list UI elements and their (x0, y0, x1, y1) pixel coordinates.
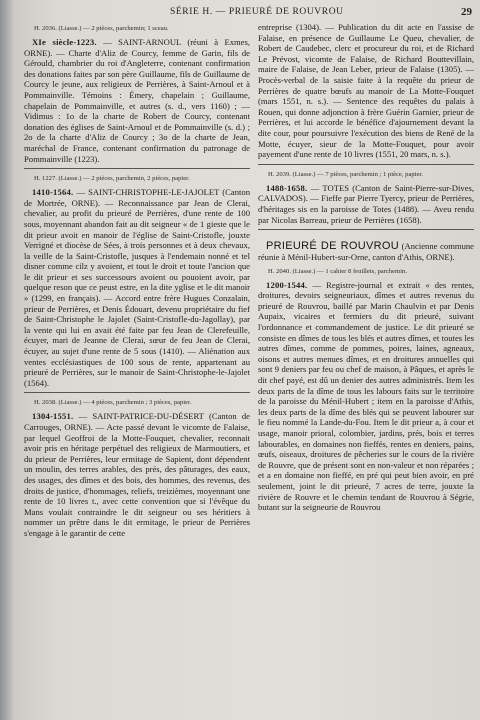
entry-rouvrou-register (258, 280, 474, 513)
archive-reference: H. 2038. (Liasse.) — 4 pièces, parchemin ; 3 pièces, papier. (34, 399, 192, 407)
entry-date: 1410-1564. (32, 187, 74, 198)
running-title: SÉRIE H. — PRIEURÉ DE ROUVROU (170, 7, 344, 17)
seigneurie-heading (258, 240, 474, 263)
entry-saint-patrice (24, 411, 250, 538)
entry-text: — TOTES (Canton de Saint-Pierre-sur-Dives, CALVADOS). — Fieffe par Pierre Tyercy, prieur de Perrières, d'héritages sis en la paroisse de Totes (1488). — Aveu rendu par Nicolas Barreau, prieur de Perrières (1658). (258, 182, 474, 225)
page-number: 29 (461, 6, 472, 18)
separator-rule (258, 164, 474, 165)
entry-text: — SAINT-ARNOUL (réuni à Exmes, ORNE). — Charte d'Aliz de Courcy, femme de Garin, fils de Gérould, chambrier du roi d'Angleterre, contenant confirmation des donations faites par son père Guillaume, fils de Guillaume de Courcy le jeune, aux religieux de Perrières, à Saint-Arnoul et à Pommainville. Témoins : Émery, chapelain ; Guillaume, chapelain de Pommainville, et autres (s. d., vers 1160) ; — Vidimus : 1o de la charte de Robert de Courcy, contenant donation des églises de Saint-Arnoul et de Pommainville (s. d.) ; 2o de la charte d'Aliz de Courcy ; 3o de la charte de Jean, maréchal de France, contenant confirmation du patronage de Pommainville (1223). (24, 37, 250, 164)
archive-reference: H. 2039. (Liasse.) — 7 pièces, parchemin ; 1 pièce, papier. (268, 170, 423, 178)
entry-date: XIe siècle-1223. (32, 37, 97, 47)
archive-reference: H. 2040. (Liasse.) — 1 cahier 8 feuillets, parchemin. (268, 267, 407, 275)
entry-continuation: entreprise (1304). — Publication du dit acte en l'assise de Falaise, en présence de Guillaume Le Queu, chevalier, de Robert de Caudebec, clerc et procureur du roi, et de Richard Le Prévost, vicomte de Falaise, de Richard Bouttevillain, maire de Falaise, de Jean Leber, prieur de Falaise (1305). — Procès-verbal de la saisie faite à la requête du prieur de Perrières de quatre bœufs au manoir de La Motte-Fouquet (mars 1551, n. s.). — Sentence des requêtes du palais à Rouen, qui donne adjonction à frère Guérin Garnier, prieur de Perrières, et lui accorde le bénéfice d'ajournement devant la dite cour, pour poursuivre l'exécution des biens de René de la Motte, écuyer, sieur de la Motte-Fouquet, pour avoir payement d'une rente de 10 livres (1551, 20 mars, n. s.). (258, 22, 474, 160)
right-column (258, 22, 474, 517)
page-gutter-shadow (0, 0, 14, 720)
entry-totes (258, 183, 474, 225)
entry-text: — SAINT-PATRICE-DU-DÉSERT (Canton de Carrouges, ORNE). — Acte passé devant le vicomte de Falaise, par lequel Geoffroi de la Motte-Fouquet, chevalier, reconnait avoir pris en héritage perpétuel des religieux de Marmoutiers, et du prieur de Perrières, leur ermitage de Sapient, dont dépendent un moulin, des terres arables, des prés, des pâturages, des eaux, des usages, des dîmes et des bois, des hommes, des revenus, des droits de justice, d'hommages, reliefs, treizièmes, moyennant une rente de 10 livres t., avec cette convention que si l'évêque du Mans voulait contraindre le dit seigneur ou ses héritiers à nommer un prêtre dans le dit ermitage, le prieur de Perrières s'engage à le garantir de cette (24, 411, 250, 538)
archive-reference: H. 2036. (Liasse.) — 2 pièces, parchemin; 1 sceau. (34, 25, 169, 32)
section-subtitle: (Ancienne commune réunie à Ménil-Hubert-sur-Orne, canton d'Athis, ORNE). (258, 241, 474, 263)
entry-text: — SAINT-CHRISTOPHE-LE-JAJOLET (Canton de Mortrée, ORNE). — Reconnaissance par Jean de Clerai, chevalier, au profit du prieuré de Perrières, d'une rente de 100 sous, moyennant abandon fait au dit seigneur « de 1 gieste que le dit prieur avoit en manoir de l'église de Saint-Cristofle, jouxte Verrigné et diocèse de Sées, à trois personnes et à deux chevaux, la veille de la Saint-Cristofle, jusques à l'endemain nonné et tel disner comme cilz y avoient, et tout le droit et toute l'ancion que le dit prieur et ses successours avoient ou pouoient avoir, par quelque reson que ce peust estre, en la dite yglise et le dit manoir » (1299, en français). — Accord entre frère Hugues Conzalain, prieur de Perrières, et Denis Édouart, devenu propriétaire du fief de Saint-Christophe le Jajolet (Saint-Cristofle-du-Jagollay), par la vente qui lui en avait été faite par feu Jean de Clerefeuille, écuyer, mari de Jeanne de Clerai, sœur de feu Jean de Clerai, écuyer, au sujet d'une rente de 5 sous (1410). — Aliénation aux ventes ecclésiastiques de 100 sous de rente, appartenant au prieuré de Perrières, sur le manoir de Saint-Christophe-le-Jajolet (1564). (24, 187, 250, 388)
entry-date: 1488-1658. (266, 182, 308, 193)
left-column (24, 22, 250, 543)
archive-reference: H. 1227. (Liasse.) — 2 pièces, parchemin, 2 pièces, papier. (34, 175, 190, 183)
entry-date: 1304-1551. (32, 411, 74, 422)
entry-date: 1200-1544. (266, 279, 308, 290)
separator-rule (24, 168, 250, 169)
section-title: PRIEURÉ DE ROUVROU (266, 240, 399, 253)
entry-saint-arnoul (24, 37, 250, 164)
entry-saint-christophe (24, 187, 250, 388)
separator-rule (258, 229, 474, 230)
separator-rule (24, 392, 250, 393)
entry-text: — Registre-journal et extrait « des rentes, droitures, devoirs seigneuriaux, dîmes et autres revenus du prieuré de Rouvrou, baillé par Marin Chaulvin et par Denis Aupaix, vicaires et fermiers du dit prieuré, suivant l'ordonnance et commandement de justice. Le dit prieuré se consiste en dîmes de tous les blés et autres dîmes, et toutes les autres dîmes, comme de pommes, poires, laines, agneaux, oisons et autres menues dîmes, et en droitures annuelles qui sont 9 deniers par feu ou chef de maison, à Pâques, et après le dit chef payé, est dû un denier des autres administrés. Item les deux parts de la dîme de tous les labours faits sur le territoire de la paroisse du Ménil-Hubert ; item en la paroisse d'Athis, les deux parts de la dîme des blés qui se peuvent labourer sur le fieu nommé la Lande-du-Fou. Item le dit prieur a, à cour et usage, manoir prioral, colombier, jardins, prés, bois et terres labourables, en domaines non fieffés, rentes en deniers, pains, œufs, oiseaux, droitures de pêcheries sur le cours de la rivière de Rouvre, que de présent sont en non-valeur et non réparées ; et a en domaine non fieffé, en pré qui peut bien avoir, en pré seulement, joint le dit prieuré, 7 acres de terre, jouxte la rivière de Rouvre et le chemin tendant de Rouvrou à Ségrie, butant sur la seigneurie de Rouvrou (258, 279, 474, 513)
page-header (0, 4, 480, 24)
